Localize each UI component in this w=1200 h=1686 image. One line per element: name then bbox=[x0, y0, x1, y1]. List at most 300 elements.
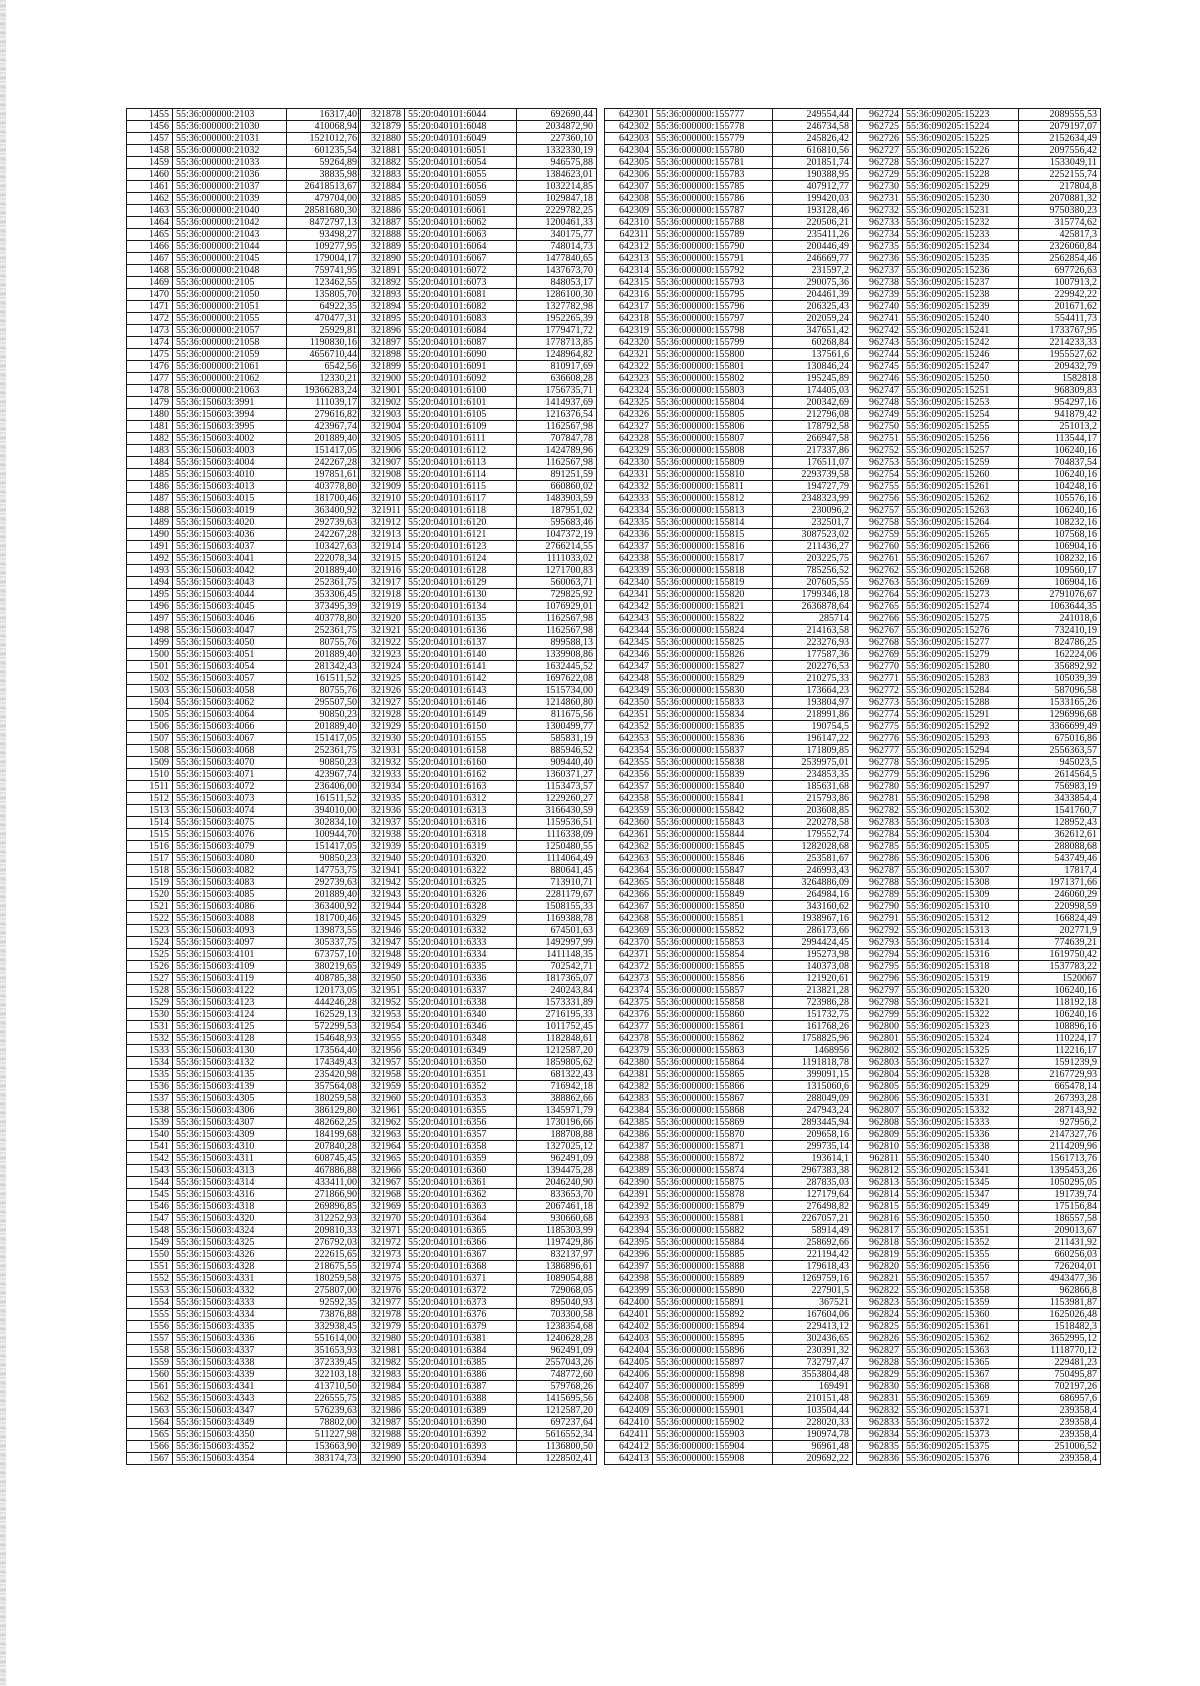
cadastral-number-cell: 55:20:040101:6101 bbox=[405, 397, 517, 409]
row-number-cell: 321950 bbox=[359, 973, 405, 985]
table-row bbox=[127, 901, 361, 913]
value-cell: 2034872,90 bbox=[517, 121, 597, 133]
row-number-cell: 962732 bbox=[857, 205, 903, 217]
row-number-cell: 642364 bbox=[605, 865, 653, 877]
value-cell: 601235,54 bbox=[287, 145, 361, 157]
table-row bbox=[127, 781, 361, 793]
row-number-cell: 642374 bbox=[605, 985, 653, 997]
cadastral-number-cell: 55:36:150603:4013 bbox=[173, 481, 287, 493]
cadastral-number-cell: 55:20:040101:6091 bbox=[405, 361, 517, 373]
value-cell: 2557043,26 bbox=[517, 1357, 597, 1369]
table-row bbox=[605, 661, 853, 673]
table-row bbox=[605, 1021, 853, 1033]
row-number-cell: 321931 bbox=[359, 745, 405, 757]
value-cell: 1561713,76 bbox=[1019, 1153, 1101, 1165]
table-row bbox=[359, 313, 597, 325]
row-number-cell: 962735 bbox=[857, 241, 903, 253]
value-cell: 697237,64 bbox=[517, 1417, 597, 1429]
table-row bbox=[127, 637, 361, 649]
value-cell: 218991,86 bbox=[773, 709, 853, 721]
cadastral-number-cell: 55:20:040101:6333 bbox=[405, 937, 517, 949]
table-row bbox=[605, 1153, 853, 1165]
row-number-cell: 1497 bbox=[127, 613, 173, 625]
value-cell: 4943477,36 bbox=[1019, 1273, 1101, 1285]
table-row bbox=[857, 973, 1101, 985]
row-number-cell: 642371 bbox=[605, 949, 653, 961]
value-cell: 833653,70 bbox=[517, 1189, 597, 1201]
table-row bbox=[127, 277, 361, 289]
cadastral-number-cell: 55:36:150603:4135 bbox=[173, 1069, 287, 1081]
table-row bbox=[857, 1045, 1101, 1057]
row-number-cell: 321920 bbox=[359, 613, 405, 625]
cadastral-number-cell: 55:36:090205:15229 bbox=[903, 181, 1019, 193]
cadastral-number-cell: 55:36:150603:4333 bbox=[173, 1297, 287, 1309]
table-row bbox=[857, 1129, 1101, 1141]
cadastral-number-cell: 55:36:090205:15329 bbox=[903, 1081, 1019, 1093]
cadastral-number-cell: 55:36:000000:155871 bbox=[653, 1141, 773, 1153]
value-cell: 3366699,49 bbox=[1019, 721, 1101, 733]
row-number-cell: 642306 bbox=[605, 169, 653, 181]
table-row bbox=[127, 865, 361, 877]
value-cell: 210151,48 bbox=[773, 1393, 853, 1405]
row-number-cell: 321989 bbox=[359, 1441, 405, 1453]
row-number-cell: 962745 bbox=[857, 361, 903, 373]
table-row bbox=[857, 277, 1101, 289]
value-cell: 686957,6 bbox=[1019, 1393, 1101, 1405]
cadastral-number-cell: 55:36:090205:15304 bbox=[903, 829, 1019, 841]
row-number-cell: 1512 bbox=[127, 793, 173, 805]
cadastral-number-cell: 55:36:090205:15369 bbox=[903, 1393, 1019, 1405]
cadastral-number-cell: 55:36:000000:155882 bbox=[653, 1225, 773, 1237]
row-number-cell: 1504 bbox=[127, 697, 173, 709]
cadastral-number-cell: 55:36:090205:15250 bbox=[903, 373, 1019, 385]
cadastral-number-cell: 55:20:040101:6136 bbox=[405, 625, 517, 637]
row-number-cell: 642360 bbox=[605, 817, 653, 829]
cadastral-number-cell: 55:20:040101:6334 bbox=[405, 949, 517, 961]
table-row bbox=[359, 1201, 597, 1213]
value-cell: 340175,77 bbox=[517, 229, 597, 241]
table-row bbox=[359, 1009, 597, 1021]
table-row bbox=[857, 649, 1101, 661]
value-cell: 2614564,5 bbox=[1019, 769, 1101, 781]
table-row bbox=[127, 1333, 361, 1345]
table-row bbox=[359, 1081, 597, 1093]
cadastral-number-cell: 55:36:150603:4320 bbox=[173, 1213, 287, 1225]
row-number-cell: 642350 bbox=[605, 697, 653, 709]
row-number-cell: 1477 bbox=[127, 373, 173, 385]
row-number-cell: 1476 bbox=[127, 361, 173, 373]
row-number-cell: 642319 bbox=[605, 325, 653, 337]
value-cell: 927956,2 bbox=[1019, 1117, 1101, 1129]
value-cell: 702197,26 bbox=[1019, 1381, 1101, 1393]
table-row bbox=[605, 1321, 853, 1333]
value-cell: 2539975,01 bbox=[773, 757, 853, 769]
value-cell: 100944,70 bbox=[287, 829, 361, 841]
value-cell: 616810,56 bbox=[773, 145, 853, 157]
cadastral-number-cell: 55:36:090205:15372 bbox=[903, 1417, 1019, 1429]
row-number-cell: 962770 bbox=[857, 661, 903, 673]
cadastral-number-cell: 55:36:000000:155835 bbox=[653, 721, 773, 733]
table-row bbox=[857, 697, 1101, 709]
cadastral-number-cell: 55:36:090205:15239 bbox=[903, 301, 1019, 313]
value-cell: 105576,16 bbox=[1019, 493, 1101, 505]
value-cell: 1859805,62 bbox=[517, 1057, 597, 1069]
value-cell: 2046240,90 bbox=[517, 1177, 597, 1189]
table-row bbox=[359, 1417, 597, 1429]
value-cell: 1212587,20 bbox=[517, 1405, 597, 1417]
table-row bbox=[857, 121, 1101, 133]
cadastral-number-cell: 55:36:150603:4083 bbox=[173, 877, 287, 889]
table-row bbox=[127, 337, 361, 349]
table-row bbox=[605, 349, 853, 361]
table-row bbox=[127, 1261, 361, 1273]
cadastral-number-cell: 55:36:090205:15235 bbox=[903, 253, 1019, 265]
row-number-cell: 1488 bbox=[127, 505, 173, 517]
row-number-cell: 962791 bbox=[857, 913, 903, 925]
cadastral-number-cell: 55:36:150603:4109 bbox=[173, 961, 287, 973]
table-row bbox=[857, 577, 1101, 589]
row-number-cell: 962760 bbox=[857, 541, 903, 553]
table-row bbox=[359, 397, 597, 409]
cadastral-number-cell: 55:36:150603:4354 bbox=[173, 1453, 287, 1465]
value-cell: 750495,87 bbox=[1019, 1369, 1101, 1381]
table-row bbox=[605, 1333, 853, 1345]
row-number-cell: 962755 bbox=[857, 481, 903, 493]
value-cell: 410068,94 bbox=[287, 121, 361, 133]
row-number-cell: 962820 bbox=[857, 1261, 903, 1273]
table-row bbox=[605, 421, 853, 433]
row-number-cell: 642409 bbox=[605, 1405, 653, 1417]
row-number-cell: 962771 bbox=[857, 673, 903, 685]
row-number-cell: 962766 bbox=[857, 613, 903, 625]
row-number-cell: 1557 bbox=[127, 1333, 173, 1345]
value-cell: 185631,68 bbox=[773, 781, 853, 793]
value-cell: 209013,67 bbox=[1019, 1225, 1101, 1237]
cadastral-number-cell: 55:36:090205:15318 bbox=[903, 961, 1019, 973]
cadastral-number-cell: 55:36:000000:155845 bbox=[653, 841, 773, 853]
value-cell: 78802,00 bbox=[287, 1417, 361, 1429]
value-cell: 2556363,57 bbox=[1019, 745, 1101, 757]
table-row bbox=[127, 1045, 361, 1057]
value-cell: 266947,58 bbox=[773, 433, 853, 445]
value-cell: 290075,36 bbox=[773, 277, 853, 289]
row-number-cell: 962737 bbox=[857, 265, 903, 277]
table-row bbox=[359, 1261, 597, 1273]
value-cell: 3166430,59 bbox=[517, 805, 597, 817]
value-cell: 2070881,32 bbox=[1019, 193, 1101, 205]
table-row bbox=[605, 1033, 853, 1045]
cadastral-number-cell: 55:36:000000:155805 bbox=[653, 409, 773, 421]
row-number-cell: 1549 bbox=[127, 1237, 173, 1249]
table-row bbox=[127, 673, 361, 685]
row-number-cell: 321922 bbox=[359, 637, 405, 649]
table-row bbox=[359, 913, 597, 925]
table-row bbox=[605, 1393, 853, 1405]
value-cell: 288088,68 bbox=[1019, 841, 1101, 853]
row-number-cell: 962784 bbox=[857, 829, 903, 841]
value-cell: 2326060,84 bbox=[1019, 241, 1101, 253]
table-row bbox=[127, 1069, 361, 1081]
value-cell: 636608,28 bbox=[517, 373, 597, 385]
row-number-cell: 1527 bbox=[127, 973, 173, 985]
value-cell: 1533165,26 bbox=[1019, 697, 1101, 709]
table-row bbox=[127, 1381, 361, 1393]
table-row bbox=[605, 649, 853, 661]
cadastral-number-cell: 55:36:150603:4041 bbox=[173, 553, 287, 565]
row-number-cell: 321951 bbox=[359, 985, 405, 997]
table-row bbox=[359, 637, 597, 649]
table-row bbox=[605, 217, 853, 229]
table-row bbox=[127, 745, 361, 757]
row-number-cell: 962733 bbox=[857, 217, 903, 229]
value-cell: 723986,28 bbox=[773, 997, 853, 1009]
value-cell: 1076929,01 bbox=[517, 601, 597, 613]
value-cell: 109277,95 bbox=[287, 241, 361, 253]
row-number-cell: 321918 bbox=[359, 589, 405, 601]
row-number-cell: 642392 bbox=[605, 1201, 653, 1213]
row-number-cell: 962754 bbox=[857, 469, 903, 481]
value-cell: 246734,58 bbox=[773, 121, 853, 133]
cadastral-number-cell: 55:36:000000:155885 bbox=[653, 1249, 773, 1261]
cadastral-number-cell: 55:36:000000:155878 bbox=[653, 1189, 773, 1201]
cadastral-number-cell: 55:20:040101:6358 bbox=[405, 1141, 517, 1153]
table-row bbox=[605, 193, 853, 205]
row-number-cell: 321990 bbox=[359, 1453, 405, 1465]
table-row bbox=[359, 517, 597, 529]
cadastral-number-cell: 55:36:090205:15349 bbox=[903, 1201, 1019, 1213]
value-cell: 121920,61 bbox=[773, 973, 853, 985]
cadastral-number-cell: 55:20:040101:6379 bbox=[405, 1321, 517, 1333]
value-cell: 1327025,12 bbox=[517, 1141, 597, 1153]
cadastral-number-cell: 55:36:150603:4002 bbox=[173, 433, 287, 445]
table-row bbox=[857, 1381, 1101, 1393]
row-number-cell: 642372 bbox=[605, 961, 653, 973]
table-row bbox=[605, 433, 853, 445]
row-number-cell: 642411 bbox=[605, 1429, 653, 1441]
cadastral-number-cell: 55:36:090205:15350 bbox=[903, 1213, 1019, 1225]
value-cell: 1345971,79 bbox=[517, 1105, 597, 1117]
row-number-cell: 642382 bbox=[605, 1081, 653, 1093]
table-row bbox=[605, 265, 853, 277]
value-cell: 8472797,13 bbox=[287, 217, 361, 229]
cadastral-number-cell: 55:20:040101:6373 bbox=[405, 1297, 517, 1309]
value-cell: 204461,39 bbox=[773, 289, 853, 301]
row-number-cell: 642326 bbox=[605, 409, 653, 421]
row-number-cell: 962832 bbox=[857, 1405, 903, 1417]
value-cell: 1089054,88 bbox=[517, 1273, 597, 1285]
table-row bbox=[127, 349, 361, 361]
value-cell: 1483903,59 bbox=[517, 493, 597, 505]
cadastral-number-cell: 55:36:000000:155860 bbox=[653, 1009, 773, 1021]
row-number-cell: 642368 bbox=[605, 913, 653, 925]
value-cell: 554411,73 bbox=[1019, 313, 1101, 325]
cadastral-number-cell: 55:36:090205:15367 bbox=[903, 1369, 1019, 1381]
row-number-cell: 321937 bbox=[359, 817, 405, 829]
value-cell: 106240,16 bbox=[1019, 985, 1101, 997]
table-row bbox=[605, 973, 853, 985]
value-cell: 196147,22 bbox=[773, 733, 853, 745]
value-cell: 674501,63 bbox=[517, 925, 597, 937]
cadastral-number-cell: 55:36:000000:155872 bbox=[653, 1153, 773, 1165]
row-number-cell: 321971 bbox=[359, 1225, 405, 1237]
row-number-cell: 642336 bbox=[605, 529, 653, 541]
row-number-cell: 1540 bbox=[127, 1129, 173, 1141]
value-cell: 353306,45 bbox=[287, 589, 361, 601]
table-row bbox=[857, 1213, 1101, 1225]
table-row bbox=[359, 1189, 597, 1201]
cadastral-number-cell: 55:36:000000:155812 bbox=[653, 493, 773, 505]
table-row bbox=[857, 781, 1101, 793]
value-cell: 362612,61 bbox=[1019, 829, 1101, 841]
row-number-cell: 962836 bbox=[857, 1453, 903, 1465]
row-number-cell: 962816 bbox=[857, 1213, 903, 1225]
value-cell: 2893445,94 bbox=[773, 1117, 853, 1129]
cadastral-number-cell: 55:36:090205:15307 bbox=[903, 865, 1019, 877]
row-number-cell: 642413 bbox=[605, 1453, 653, 1465]
cadastral-number-cell: 55:36:000000:155777 bbox=[653, 109, 773, 121]
table-row bbox=[127, 1033, 361, 1045]
table-row bbox=[605, 181, 853, 193]
value-cell: 106904,16 bbox=[1019, 577, 1101, 589]
row-number-cell: 321887 bbox=[359, 217, 405, 229]
cadastral-number-cell: 55:36:000000:21030 bbox=[173, 121, 287, 133]
cadastral-number-cell: 55:20:040101:6349 bbox=[405, 1045, 517, 1057]
value-cell: 2967383,38 bbox=[773, 1165, 853, 1177]
value-cell: 105039,39 bbox=[1019, 673, 1101, 685]
cadastral-number-cell: 55:36:000000:155789 bbox=[653, 229, 773, 241]
row-number-cell: 642388 bbox=[605, 1153, 653, 1165]
table-row bbox=[359, 1453, 597, 1465]
table-row bbox=[857, 817, 1101, 829]
row-number-cell: 321967 bbox=[359, 1177, 405, 1189]
table-row bbox=[857, 1417, 1101, 1429]
row-number-cell: 321975 bbox=[359, 1273, 405, 1285]
table-row bbox=[605, 673, 853, 685]
table-row bbox=[127, 889, 361, 901]
row-number-cell: 1560 bbox=[127, 1369, 173, 1381]
table-row bbox=[857, 1345, 1101, 1357]
row-number-cell: 1544 bbox=[127, 1177, 173, 1189]
value-cell: 962866,8 bbox=[1019, 1285, 1101, 1297]
value-cell: 202771,9 bbox=[1019, 925, 1101, 937]
value-cell: 90850,23 bbox=[287, 853, 361, 865]
table-row bbox=[359, 781, 597, 793]
table-row bbox=[359, 421, 597, 433]
row-number-cell: 321916 bbox=[359, 565, 405, 577]
cadastral-number-cell: 55:20:040101:6158 bbox=[405, 745, 517, 757]
table-row bbox=[359, 889, 597, 901]
table-row bbox=[605, 961, 853, 973]
row-number-cell: 321972 bbox=[359, 1237, 405, 1249]
table-row bbox=[857, 1081, 1101, 1093]
table-row bbox=[359, 1237, 597, 1249]
cadastral-number-cell: 55:20:040101:6114 bbox=[405, 469, 517, 481]
row-number-cell: 321985 bbox=[359, 1393, 405, 1405]
row-number-cell: 1500 bbox=[127, 649, 173, 661]
value-cell: 252361,75 bbox=[287, 625, 361, 637]
table-row bbox=[857, 673, 1101, 685]
cadastral-number-cell: 55:36:150603:4093 bbox=[173, 925, 287, 937]
value-cell: 1477840,65 bbox=[517, 253, 597, 265]
cadastral-number-cell: 55:20:040101:6072 bbox=[405, 265, 517, 277]
cadastral-number-cell: 55:36:000000:155790 bbox=[653, 241, 773, 253]
table-row bbox=[605, 469, 853, 481]
value-cell: 1136800,50 bbox=[517, 1441, 597, 1453]
value-cell: 373495,39 bbox=[287, 601, 361, 613]
row-number-cell: 642369 bbox=[605, 925, 653, 937]
table-row bbox=[359, 1441, 597, 1453]
value-cell: 1971371,66 bbox=[1019, 877, 1101, 889]
table-row bbox=[359, 865, 597, 877]
table-row bbox=[359, 1285, 597, 1297]
table-row bbox=[359, 1225, 597, 1237]
cadastral-number-cell: 55:36:090205:15302 bbox=[903, 805, 1019, 817]
table-row bbox=[605, 925, 853, 937]
row-number-cell: 962788 bbox=[857, 877, 903, 889]
value-cell: 267393,28 bbox=[1019, 1093, 1101, 1105]
row-number-cell: 1494 bbox=[127, 577, 173, 589]
cadastral-number-cell: 55:36:150603:4042 bbox=[173, 565, 287, 577]
cadastral-number-cell: 55:36:090205:15362 bbox=[903, 1333, 1019, 1345]
row-number-cell: 321914 bbox=[359, 541, 405, 553]
row-number-cell: 962817 bbox=[857, 1225, 903, 1237]
row-number-cell: 642320 bbox=[605, 337, 653, 349]
row-number-cell: 321968 bbox=[359, 1189, 405, 1201]
value-cell: 1339908,86 bbox=[517, 649, 597, 661]
table-row bbox=[605, 1417, 853, 1429]
row-number-cell: 321970 bbox=[359, 1213, 405, 1225]
table-row bbox=[605, 997, 853, 1009]
row-number-cell: 321904 bbox=[359, 421, 405, 433]
table-row bbox=[127, 1057, 361, 1069]
value-cell: 2214233,33 bbox=[1019, 337, 1101, 349]
table-row bbox=[605, 841, 853, 853]
table-row bbox=[857, 517, 1101, 529]
value-cell: 106240,16 bbox=[1019, 1009, 1101, 1021]
value-cell: 188708,88 bbox=[517, 1129, 597, 1141]
cadastral-number-cell: 55:36:150603:4326 bbox=[173, 1249, 287, 1261]
table-row bbox=[359, 937, 597, 949]
table-row bbox=[857, 745, 1101, 757]
row-number-cell: 642343 bbox=[605, 613, 653, 625]
table-row bbox=[605, 445, 853, 457]
cadastral-number-cell: 55:36:000000:155891 bbox=[653, 1297, 773, 1309]
table-row bbox=[359, 1393, 597, 1405]
table-row bbox=[127, 1129, 361, 1141]
value-cell: 106240,16 bbox=[1019, 445, 1101, 457]
cadastral-number-cell: 55:36:000000:155795 bbox=[653, 289, 773, 301]
row-number-cell: 321915 bbox=[359, 553, 405, 565]
table-row bbox=[605, 1405, 853, 1417]
table-row bbox=[605, 901, 853, 913]
row-number-cell: 962777 bbox=[857, 745, 903, 757]
value-cell: 227901,5 bbox=[773, 1285, 853, 1297]
value-cell: 1162567,98 bbox=[517, 457, 597, 469]
value-cell: 1521012,76 bbox=[287, 133, 361, 145]
row-number-cell: 962823 bbox=[857, 1297, 903, 1309]
cadastral-number-cell: 55:36:090205:15238 bbox=[903, 289, 1019, 301]
cadastral-number-cell: 55:36:090205:15332 bbox=[903, 1105, 1019, 1117]
cadastral-number-cell: 55:36:000000:155857 bbox=[653, 985, 773, 997]
row-number-cell: 1466 bbox=[127, 241, 173, 253]
cadastral-number-cell: 55:20:040101:6325 bbox=[405, 877, 517, 889]
row-number-cell: 321935 bbox=[359, 793, 405, 805]
row-number-cell: 321908 bbox=[359, 469, 405, 481]
row-number-cell: 642310 bbox=[605, 217, 653, 229]
value-cell: 220278,58 bbox=[773, 817, 853, 829]
row-number-cell: 1567 bbox=[127, 1453, 173, 1465]
value-cell: 1182848,61 bbox=[517, 1033, 597, 1045]
